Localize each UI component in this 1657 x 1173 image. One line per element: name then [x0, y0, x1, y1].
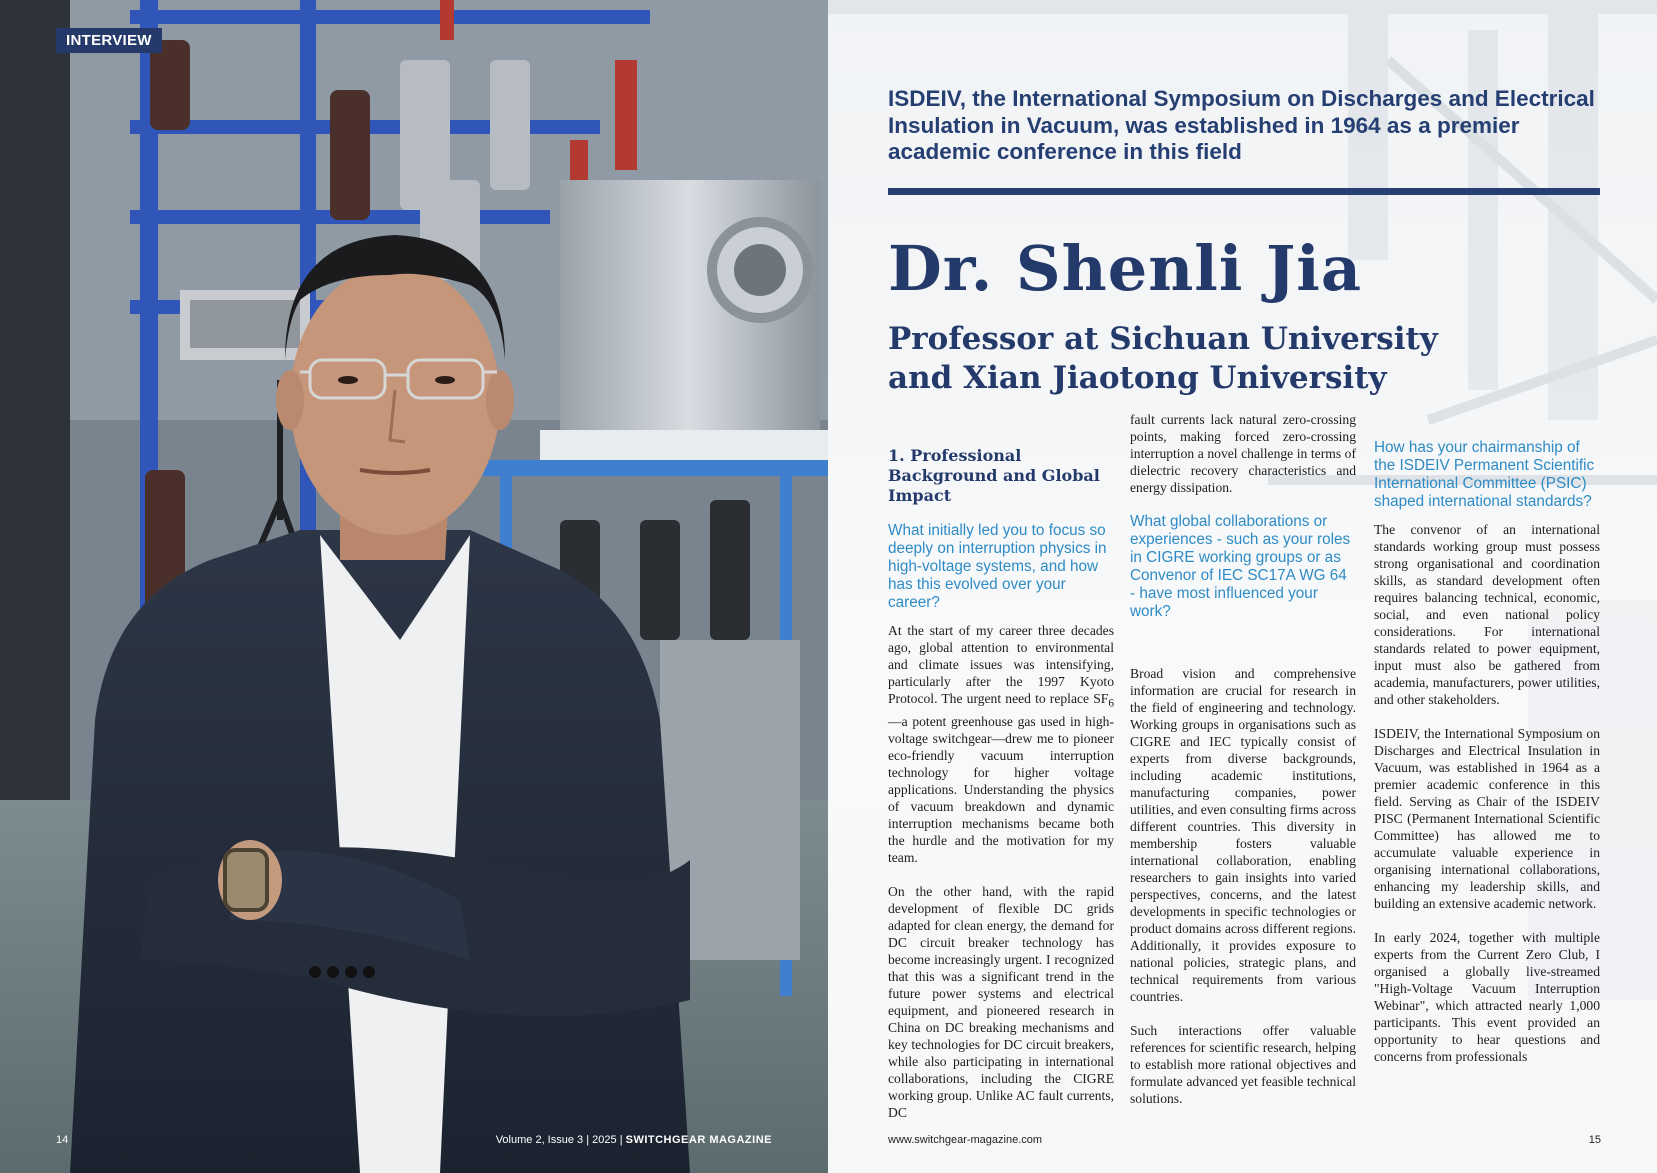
role-line-2: and Xian Jiaotong University [888, 360, 1387, 396]
body-paragraph: Such interactions offer valuable references for scientific research, helping to establish more rational objectives and formulate advanced yet feasible technical solutions. [1130, 1023, 1356, 1106]
footer-year: 2025 [592, 1134, 617, 1146]
footer-issue-label: Volume 2, Issue 3 [495, 1134, 584, 1146]
interview-question: What initially led you to focus so deeply on interruption physics in high-voltage systems, and how has this evolved over your career? [888, 522, 1107, 611]
body-text: —a potent greenhouse gas used in high-voltage switchgear—drew me to pioneer eco-friendly vacuum interruption technology for higher voltage applications. Understanding the physics of vacuum breakdown and dynamic interruption mechanisms became both the hurdle and the motivation for my team. [888, 713, 1114, 865]
page-number-left: 14 [56, 1134, 69, 1146]
section-heading: 1. Professional Background and Global Impact [888, 446, 1100, 505]
body-paragraph: On the other hand, with the rapid development of flexible DC grids adapted for clean energy, the demand for DC circuit breaker technology has become increasingly urgent. I recognized that this was a significant trend in the future power systems and electrical equipment, and pioneered research in China on DC breaking mechanisms and key technologies for DC circuit breakers, while also participating in international collaborations, including the CIGRE working group. Unlike AC fault currents, DC [888, 883, 1114, 1120]
body-paragraph: Broad vision and comprehensive information are crucial for research in the field of engineering and technology. Working groups in organisations such as CIGRE and IEC typically consist of experts from diverse backgrounds, including academic institutions, manufacturing companies, power utilities, and even consulting firms across different countries. This diversity in membership fosters valuable international collaboration, enabling researchers to gain insights into varied perspectives, concerns, and the latest developments in specific technologies or product domains across different regions. Additionally, it provides exposure to national policies, strategic plans, and technical requirements from various countries. [1130, 666, 1356, 1004]
body-paragraph: In early 2024, together with multiple experts from the Current Zero Club, I organised a globally live-streamed "High-Voltage Vacuum Interruption Webinar", which attracted nearly 1,000 participants. This event provided an opportunity to hear questions and concerns from professionals [1374, 930, 1600, 1064]
interviewee-name: Dr. Shenli Jia [888, 232, 1363, 305]
subscript: 6 [1108, 697, 1114, 710]
interview-question: What global collaborations or experiences - such as your roles in CIGRE working groups or as Convenor of IEC SC17A WG 64 - have most influenced your work? [1130, 513, 1351, 620]
interview-question: How has your chairmanship of the ISDEIV Permanent Scientific International Committee (PSIC) shaped international standards? [1374, 439, 1595, 510]
section-tag: INTERVIEW [56, 28, 162, 53]
text-column-2 [1130, 411, 1356, 1107]
text-column-3 [1374, 439, 1600, 1065]
title-rule [888, 188, 1600, 195]
interviewee-role [888, 320, 1588, 398]
body-paragraph [888, 622, 1114, 866]
footer-separator: | [619, 1134, 623, 1146]
article-deck: ISDEIV, the International Symposium on Discharges and Electrical Insulation in Vacuum, was established in 1964 as a premier academic conference in this field [888, 86, 1595, 164]
left-page [0, 0, 828, 1173]
page-number-right: 15 [1588, 1134, 1601, 1146]
body-paragraph: fault currents lack natural zero-crossing points, making forced zero-crossing interruption a novel challenge in terms of dielectric recovery characteristics and energy dissipation. [1130, 412, 1356, 495]
text-column-1 [888, 446, 1114, 1121]
role-line-1: Professor at Sichuan University [888, 321, 1438, 357]
body-paragraph: The convenor of an international standards working group must possess strong organisational and coordination skills, as standard development often requires balancing technical, economic, social, and even national policy considerations. For international standards related to power equipment, input must also be gathered from academia, manufacturers, power utilities, and other stakeholders. [1374, 522, 1600, 707]
portrait-photo [0, 0, 828, 1173]
body-paragraph: ISDEIV, the International Symposium on Discharges and Electrical Insulation in Vacuum, was established in 1964 as a premier academic conference in this field. Serving as Chair of the ISDEIV PISC (Permanent International Scientific Committee) has allowed me to accumulate valuable experience in organising international collaborations, enhancing my leadership skills, and building an extensive academic network. [1374, 726, 1600, 911]
footer-separator: | [586, 1134, 590, 1146]
footer-magazine: SWITCHGEAR MAGAZINE [625, 1134, 772, 1146]
footer-url[interactable]: www.switchgear-magazine.com [888, 1134, 1043, 1146]
right-page [828, 0, 1657, 1173]
footer-issue [496, 1134, 772, 1146]
body-text: At the start of my career three decades ago, global attention to environmental and climate issues was intensifying, particularly after the 1997 Kyoto Protocol. The urgent need to replace SF [888, 623, 1114, 706]
